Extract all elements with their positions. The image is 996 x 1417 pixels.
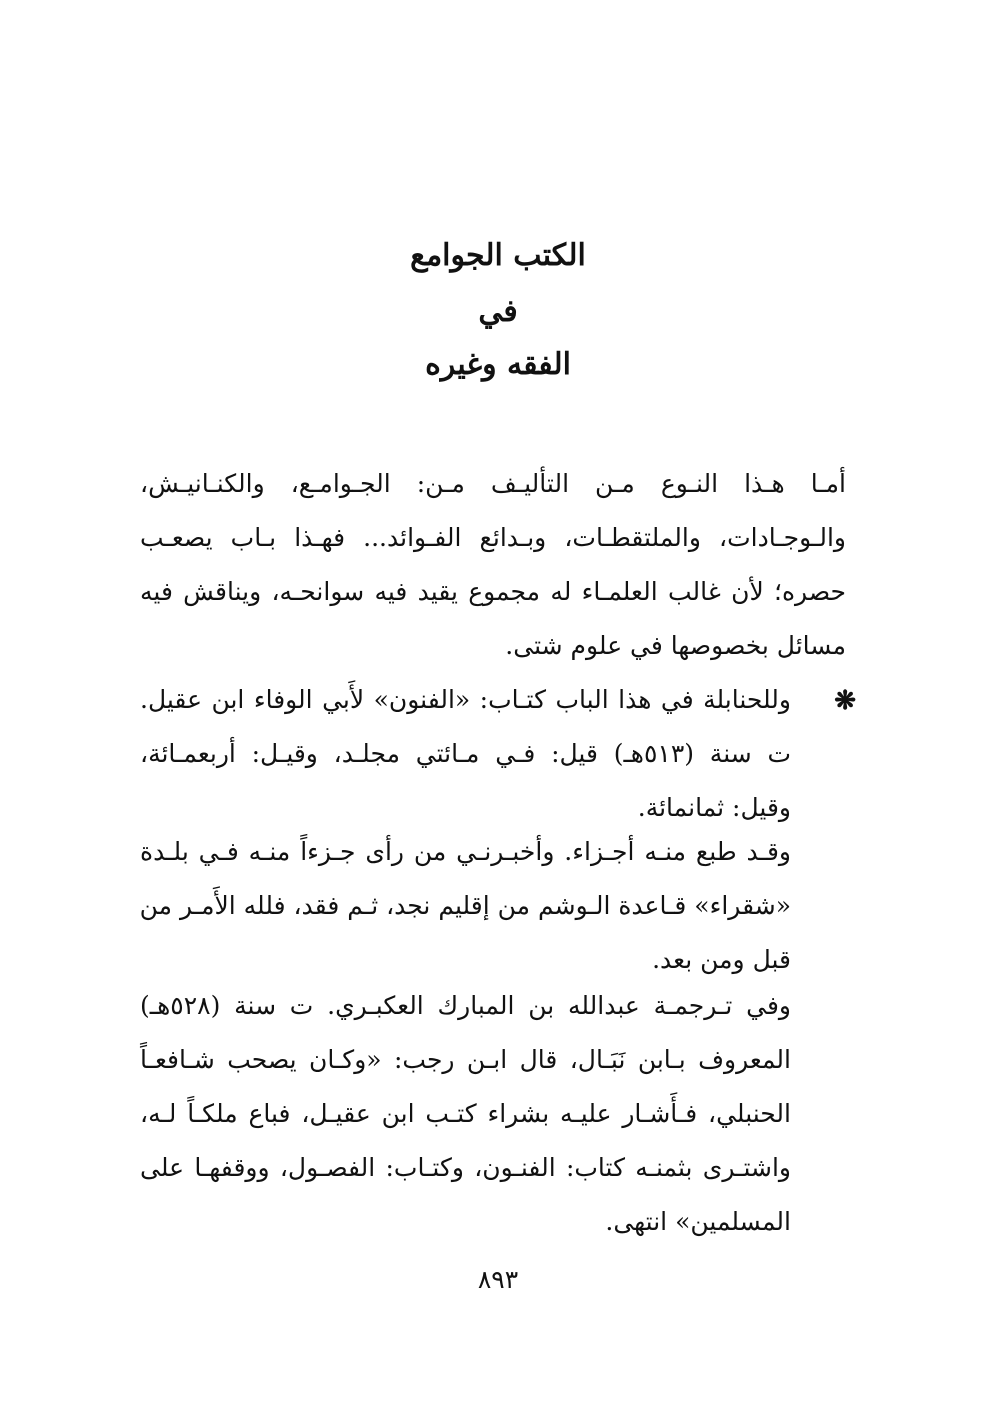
page-number: ٨٩٣ bbox=[477, 1265, 519, 1294]
section-subtitle: الفقه وغيره bbox=[425, 347, 571, 382]
intro-paragraph-line: والـوجـادات، والملتقطـات، وبـدائع الفـوائد... فهـذا بـاب يصعـب bbox=[140, 523, 846, 552]
entry-paragraph-line: وقيل: ثمانمائة. bbox=[637, 793, 791, 822]
entry-paragraph-line: واشتـرى بثمنـه كتاب: الفنـون، وكتـاب: الفصـول، ووقفهـا على bbox=[140, 1153, 791, 1182]
entry-paragraph-line: المسلمين» انتهى. bbox=[605, 1207, 791, 1236]
entry-paragraph-line: وفي تـرجمـة عبدالله بن المبارك العكبـري. ت سنة (٥٢٨هـ) bbox=[140, 991, 791, 1020]
entry-paragraph-line: الحنبلي، فـأَشـار عليـه بشراء كتـب ابن عقيـل، فباع ملكـاً لـه، bbox=[140, 1099, 791, 1128]
entry-paragraph-line: قبل ومن بعد. bbox=[652, 945, 791, 974]
entry-paragraph-line: «شقراء» قـاعدة الـوشم من إقليم نجد، ثـم فقد، فلله الأَمـر من bbox=[139, 891, 791, 920]
entry-paragraph-line: ت سنة (٥١٣هـ) قيل: فـي مـائتي مجلـد، وقيـل: أربعمـائة، bbox=[140, 739, 791, 768]
intro-paragraph-line: أمـا هـذا النـوع مـن التأليـف مـن: الجـوامـع، والكنـانيـش، bbox=[140, 469, 846, 498]
entry-paragraph-line: وللحنابلة في هذا الباب كتـاب: «الفنون» لأَبي الوفاء ابن عقيل. bbox=[140, 685, 791, 714]
intro-paragraph-line: مسائل بخصوصها في علوم شتى. bbox=[505, 631, 846, 660]
intro-paragraph-line: حصره؛ لأن غالب العلمـاء له مجموع يقيد فيه سوانحـه، ويناقش فيه bbox=[140, 577, 846, 606]
entry-paragraph-line: وقـد طبع منـه أجـزاء. وأخبـرنـي من رأى جـزءاً منـه فـي بلـدة bbox=[140, 837, 791, 866]
section-title: الكتب الجوامع bbox=[410, 238, 586, 273]
section-title-connector: في bbox=[478, 294, 518, 329]
entry-paragraph-line: المعروف بـابن نَبَـال، قال ابـن رجب: «وكـان يصحب شـافعـاً bbox=[140, 1045, 791, 1074]
asterisk-bullet-icon: ❋ bbox=[834, 686, 856, 716]
